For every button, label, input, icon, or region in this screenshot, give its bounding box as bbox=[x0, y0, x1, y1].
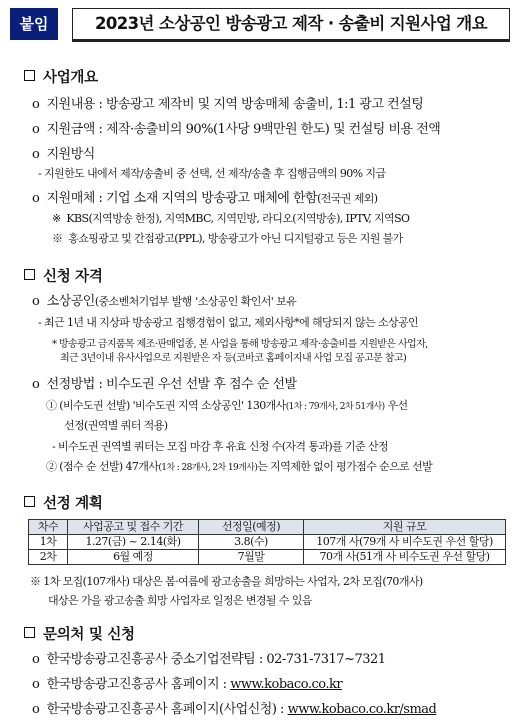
eligibility-note-1: * 방송광고 금지품목 제조·판매업종, 본 사업을 통해 방송광고 제작·송출비를 지원받은 사업자, bbox=[52, 339, 428, 350]
eligibility-item1-detail: - 최근 1년 내 지상파 방송광고 집행경험이 없고, 제외사항*에 해당되지 않는 소상공인 bbox=[38, 316, 419, 329]
contact-line-2: o 한국방송광고진흥공사 홈페이지 : www.kobaco.co.kr bbox=[32, 677, 343, 692]
attachment-badge: 붙임 bbox=[10, 8, 58, 40]
overview-media-exclusion: ※ 홍쇼핑광고 및 간접광고(PPL), 방송광고가 아닌 디지털광고 등은 지원 불가 bbox=[52, 232, 403, 245]
overview-media: o 지원매체 : 기업 소재 지역의 방송광고 매체에 한함(전국권 제외) bbox=[32, 191, 378, 206]
table-cell: 1차 bbox=[29, 535, 68, 550]
overview-amount: o 지원금액 : 제작·송출비의 90%(1사당 9백만원 한도) 및 컨설팅 비용 전액 bbox=[32, 122, 441, 137]
page-title: 2023년 소상공인 방송광고 제작 · 송출비 지원사업 개요 bbox=[95, 14, 487, 33]
eligibility-item2-a2: 선정(권역별 쿼터 적용) bbox=[64, 419, 168, 432]
eligibility-item2-dash: - 비수도권 권역별 쿼터는 모집 마감 후 유효 신청 수(자격 통과)를 기준 산정 bbox=[52, 440, 389, 453]
schedule-note-1: ※ 1차 모집(107개사) 대상은 봄·여름에 광고송출을 희망하는 사업자, 2차 모집(70개사) bbox=[30, 575, 423, 588]
eligibility-item1: o 소상공인(중소벤처기업부 발행 '소상공인 확인서' 보유 bbox=[32, 294, 297, 309]
table-cell: 7월말 bbox=[199, 550, 304, 565]
checkbox-square-icon bbox=[24, 70, 35, 81]
overview-media-list: ※ KBS(지역방송 한정), 지역MBC, 지역민방, 라디오(지역방송), IPTV, 지역SO bbox=[52, 212, 410, 225]
table-header-cell: 사업공고 및 접수 기간 bbox=[68, 520, 199, 535]
table-cell: 107개 사(79개 사 비수도권 우선 할당) bbox=[304, 535, 506, 550]
overview-method-detail: - 지원한도 내에서 제작/송출비 중 선택, 선 제작/송출 후 집행금액의 90% 지급 bbox=[38, 167, 386, 180]
checkbox-square-icon bbox=[24, 496, 35, 507]
table-row bbox=[29, 535, 506, 550]
schedule-note-2: 대상은 가을 광고송출 희망 사업자로 일정은 변경될 수 있음 bbox=[48, 594, 312, 607]
table-header-row bbox=[29, 520, 506, 535]
eligibility-item2-a1: ① (비수도권 선발) '비수도권 지역 소상공인' 130개사(1차 : 79개사, 2차 51개사) 우선 bbox=[46, 399, 408, 412]
table-header-cell: 지원 규모 bbox=[304, 520, 506, 535]
table-header-cell: 선정일(예정) bbox=[199, 520, 304, 535]
title-box bbox=[72, 8, 510, 42]
schedule-table bbox=[28, 519, 506, 565]
table-row bbox=[29, 550, 506, 565]
overview-method: o 지원방식 bbox=[32, 147, 95, 162]
section-contact-heading: 문의처 및 신청 bbox=[24, 623, 135, 644]
eligibility-item2: o 선정방법 : 비수도권 우선 선발 후 점수 순 선발 bbox=[32, 377, 297, 392]
section-schedule-heading: 선정 계획 bbox=[24, 492, 103, 513]
eligibility-item2-b1: ② (점수 순 선발) 47개사(1차 : 28개사, 2차 19개사)는 지역제한 없이 평가점수 순으로 선발 bbox=[46, 460, 433, 473]
table-cell: 1.27(금) ~ 2.14(화) bbox=[68, 535, 199, 550]
table-cell: 3.8(수) bbox=[199, 535, 304, 550]
checkbox-square-icon bbox=[24, 627, 35, 638]
table-header-cell: 차수 bbox=[29, 520, 68, 535]
overview-content: o 지원내용 : 방송광고 제작비 및 지역 방송매체 송출비, 1:1 광고 컨설팅 bbox=[32, 97, 424, 112]
table-cell: 2차 bbox=[29, 550, 68, 565]
application-link[interactable]: www.kobaco.co.kr/smad bbox=[287, 702, 437, 717]
section-eligibility-heading: 신청 자격 bbox=[24, 265, 103, 286]
header bbox=[10, 8, 510, 40]
section-overview-heading: 사업개요 bbox=[24, 66, 98, 87]
table-cell: 70개 사(51개 사 비수도권 우선 할당) bbox=[304, 550, 506, 565]
eligibility-note-2: 최근 3년이내 유사사업으로 지원받은 자 등(코바코 홈페이지내 사업 모집 공고문 참고) bbox=[60, 353, 407, 364]
contact-line-3: o 한국방송광고진흥공사 홈페이지(사업신청) : www.kobaco.co.kr/smad bbox=[32, 702, 437, 717]
contact-line-1: o 한국방송광고진흥공사 중소기업전략팀 : 02-731-7317~7321 bbox=[32, 652, 386, 667]
table-cell: 6월 예정 bbox=[68, 550, 199, 565]
checkbox-square-icon bbox=[24, 269, 35, 280]
homepage-link[interactable]: www.kobaco.co.kr bbox=[230, 677, 343, 692]
